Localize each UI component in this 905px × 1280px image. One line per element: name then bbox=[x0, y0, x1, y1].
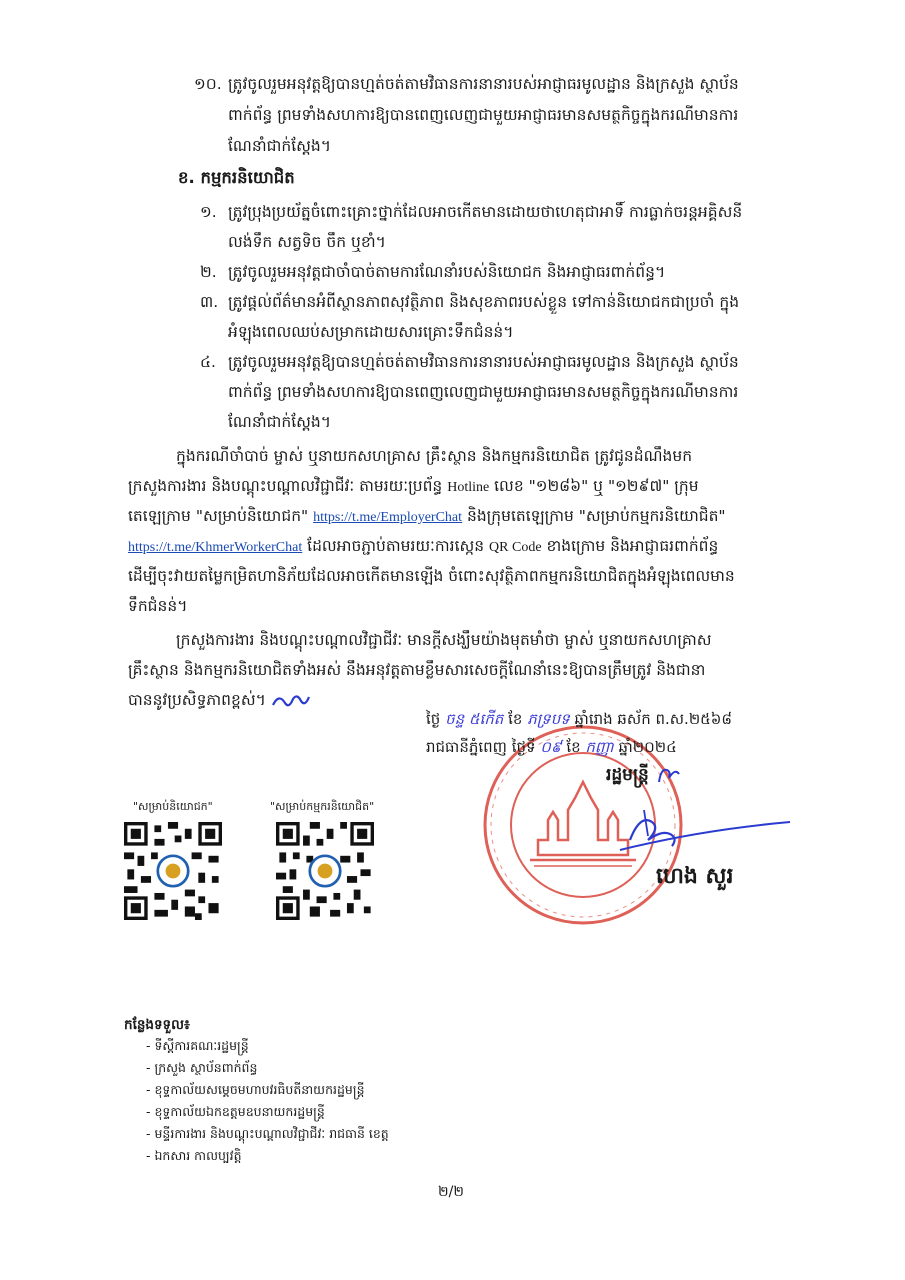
text-line: ត្រូវចូលរួមអនុវត្តឱ្យបានហ្មត់ចត់តាមវិធានការនានារបស់អាជ្ញាធរមូលដ្ឋាន និងក្រសួង ស្ថាប័ន bbox=[228, 353, 739, 371]
closing-paragraph-line1: ក្រសួងការងារ និងបណ្តុះបណ្តាលវិជ្ជាជីវៈ មានក្តីសង្ឃឹមយ៉ាងមុតមាំថា ម្ចាស់ ឬនាយកសហគ្រាស bbox=[176, 631, 712, 649]
text-line: ណែនាំជាក់ស្តែង។ bbox=[228, 413, 331, 431]
text-line: ណែនាំជាក់ស្តែង។ bbox=[228, 137, 331, 155]
notify-paragraph-line2 bbox=[128, 474, 858, 500]
text-line: ត្រូវចូលរួមអនុវត្តជាចាំបាច់តាមការណែនាំរបស់និយោជក និងអាជ្ញាធរពាក់ព័ន្ធ។ bbox=[228, 263, 666, 281]
text-line: ត្រូវផ្តល់ព័ត៌មានអំពីស្ថានភាពសុវត្ថិភាព និងសុខភាពរបស់ខ្លួន ទៅកាន់និយោជកជាប្រចាំ ក្នុង bbox=[228, 293, 740, 311]
qr-label-employer: "សម្រាប់និយោជក" bbox=[133, 800, 213, 813]
text-span: រដ្ឋមន្ត្រី bbox=[606, 765, 649, 785]
text-line: ពាក់ព័ន្ធ ព្រមទាំងសហការឱ្យបានពេញលេញជាមួយអាជ្ញាធរមានសមត្ថកិច្ចក្នុងករណីមានការ bbox=[228, 106, 739, 124]
text-span: ដែលអាចភ្ជាប់តាមរយៈការស្កេន bbox=[307, 537, 485, 555]
lunar-date-line bbox=[426, 708, 732, 730]
item-number: ១០. bbox=[194, 75, 222, 93]
item-number: ៣. bbox=[200, 293, 219, 311]
text-span: ថ្ងៃ bbox=[426, 710, 441, 728]
qr-label-worker: "សម្រាប់កម្មករនិយោជិត" bbox=[270, 800, 375, 813]
notify-paragraph-line4 bbox=[128, 534, 858, 560]
notify-paragraph-line3 bbox=[128, 504, 858, 530]
cc-item: - មន្ទីរការងារ និងបណ្តុះបណ្តាលវិជ្ជាជីវៈ រាជធានី ខេត្ត bbox=[146, 1126, 389, 1141]
text-span: ខាងក្រោម និងអាជ្ញាធរពាក់ព័ន្ធ bbox=[546, 537, 719, 555]
minister-title bbox=[606, 764, 683, 789]
handwritten-month: កញ្ញា bbox=[585, 738, 614, 756]
handwritten-month: ភទ្របទ bbox=[527, 710, 570, 728]
text-span: បាននូវប្រសិទ្ធភាពខ្ពស់។ bbox=[128, 691, 266, 709]
solar-date-line bbox=[426, 736, 677, 758]
worker-item-2 bbox=[228, 260, 848, 284]
text-span: រាជធានីភ្នំពេញ ថ្ងៃទី bbox=[426, 738, 536, 756]
cc-title: កន្លែងទទួល៖ bbox=[124, 1017, 190, 1033]
hotline-label: Hotline bbox=[447, 480, 490, 495]
worker-qr-code[interactable] bbox=[276, 822, 374, 920]
item-10-text bbox=[228, 72, 848, 158]
qr-code-label: QR Code bbox=[489, 540, 542, 555]
cc-item: - ទីស្តីការគណៈរដ្ឋមន្ត្រី bbox=[146, 1038, 249, 1053]
text-span: ឆ្នាំ២០២៤ bbox=[618, 738, 677, 756]
closing-paragraph-line3 bbox=[128, 688, 428, 712]
worker-chat-link[interactable]: https://t.me/KhmerWorkerChat bbox=[128, 540, 303, 555]
worker-item-1 bbox=[228, 200, 848, 254]
item-number: ២. bbox=[200, 263, 217, 281]
initial-mark bbox=[655, 764, 683, 786]
cc-item: - ខុទ្ទកាល័យសម្តេចមហាបវរធិបតីនាយករដ្ឋមន្ត្រី bbox=[146, 1082, 365, 1097]
page-number: ២/២ bbox=[438, 1184, 464, 1200]
minister-signature bbox=[600, 800, 800, 860]
text-span: ក្រសួងការងារ និងបណ្តុះបណ្តាលវិជ្ជាជីវៈ តាមរយៈប្រព័ន្ធ bbox=[128, 477, 443, 495]
worker-item-3 bbox=[228, 290, 848, 344]
section-heading: ខ. កម្មករនិយោជិត bbox=[178, 168, 295, 187]
notify-paragraph-line1: ក្នុងករណីចាំបាច់ ម្ចាស់ ឬនាយកសហគ្រាស គ្រឹះស្ថាន និងកម្មករនិយោជិត ត្រូវជូនដំណឹងមក bbox=[176, 447, 693, 465]
notify-paragraph-line5: ដើម្បីចុះវាយតម្លៃកម្រិតហានិភ័យដែលអាចកើតមានឡើង ចំពោះសុវត្ថិភាពកម្មករនិយោជិតក្នុងអំឡុងពេលមាន bbox=[128, 567, 735, 585]
text-span: ឆ្នាំរោង ឆស័ក ព.ស.២៥៦៨ bbox=[574, 710, 733, 728]
text-line: ពាក់ព័ន្ធ ព្រមទាំងសហការឱ្យបានពេញលេញជាមួយអាជ្ញាធរមានសមត្ថកិច្ចក្នុងករណីមានការ bbox=[228, 383, 739, 401]
employer-chat-link[interactable]: https://t.me/EmployerChat bbox=[313, 510, 463, 525]
employer-qr-code[interactable] bbox=[124, 822, 222, 920]
item-number: ១. bbox=[200, 203, 217, 221]
text-span: តេឡេក្រាម "សម្រាប់និយោជក" bbox=[128, 507, 309, 525]
text-line: ត្រូវចូលរួមអនុវត្តឱ្យបានហ្មត់ចត់តាមវិធានការនានារបស់អាជ្ញាធរមូលដ្ឋាន និងក្រសួង ស្ថាប័ន bbox=[228, 75, 739, 93]
text-span: លេខ "១២៨៦" ឬ "១២៩៧" ក្រុម bbox=[494, 477, 699, 495]
closing-paragraph-line2: គ្រឹះស្ថាន និងកម្មករនិយោជិតទាំងអស់ នឹងអនុវត្តតាមខ្លឹមសារសេចក្តីណែនាំនេះឱ្យបានត្រឹមត្រូវ និងជានា bbox=[128, 661, 706, 679]
text-span: ខែ bbox=[566, 738, 581, 756]
notify-paragraph-line6: ទឹកជំនន់។ bbox=[128, 597, 188, 615]
minister-name: ហេង សួរ bbox=[656, 864, 734, 889]
text-line: អំឡុងពេលឈប់សម្រាកដោយសារគ្រោះទឹកជំនន់។ bbox=[228, 323, 514, 341]
text-span: ខែ bbox=[508, 710, 523, 728]
worker-item-4 bbox=[228, 350, 848, 434]
text-span: និងក្រុមតេឡេក្រាម "សម្រាប់កម្មករនិយោជិត" bbox=[466, 507, 726, 525]
handwritten-day: ចន្ទ ៥កើត bbox=[445, 710, 504, 728]
cc-item: - ក្រសួង ស្ថាប័នពាក់ព័ន្ធ bbox=[146, 1060, 258, 1075]
text-line: លង់ទឹក សត្វទិច ចឹក ឬខាំ។ bbox=[228, 233, 386, 251]
initials-scribble bbox=[271, 691, 311, 711]
item-number: ៤. bbox=[200, 353, 216, 371]
handwritten-day: ០៩ bbox=[540, 738, 562, 756]
text-line: ត្រូវប្រុងប្រយ័ត្នចំពោះគ្រោះថ្នាក់ដែលអាចកើតមានដោយថាហេតុជាអាទិ៍ ការធ្លាក់ចរន្តអគ្គិសនី bbox=[228, 203, 743, 221]
cc-item: - ខុទ្ទកាល័យឯកឧត្តមឧបនាយករដ្ឋមន្ត្រី bbox=[146, 1104, 325, 1119]
cc-item: - ឯកសារ កាលប្បវត្តិ bbox=[146, 1148, 242, 1163]
